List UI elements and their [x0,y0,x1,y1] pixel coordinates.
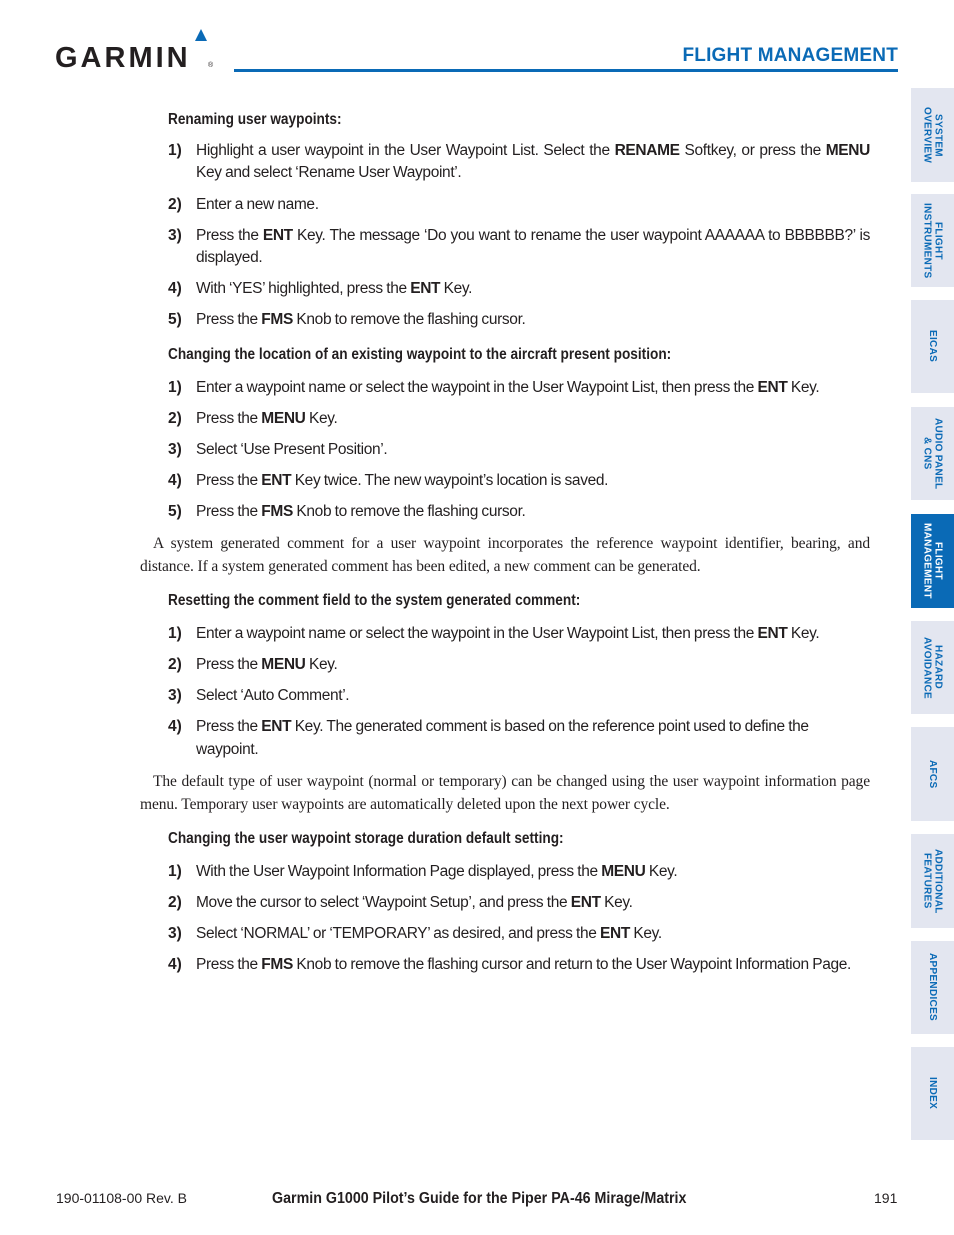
step-text: Select ‘Auto Comment’. [196,687,350,704]
procedure-steps [140,377,870,524]
procedure-step [168,408,870,431]
step-text: Highlight a user waypoint in the User Waypoint List. Select the RENAME Softkey, or press the MENU Key and select ‘Rename User Waypoint’. [196,141,870,181]
step-number: 4) [168,718,182,735]
step-text: Press the MENU Key. [196,409,338,427]
page-number: 191 [874,1190,898,1206]
tab-flight-instruments[interactable]: FLIGHT INSTRUMENTS [911,194,954,287]
procedure-step [168,501,870,524]
procedure-steps [140,861,870,977]
tab-eicas[interactable]: EICAS [911,300,954,393]
step-number: 5) [168,311,182,328]
procedure-step [168,654,870,677]
section-title: FLIGHT MANAGEMENT [682,45,898,66]
procedure-step [168,140,870,185]
step-text: Press the MENU Key. [196,656,338,673]
tab-flight-management[interactable]: FLIGHT MANAGEMENT [911,514,954,608]
procedure-step [168,194,870,217]
step-number: 3) [168,226,182,244]
procedure-step [168,470,870,493]
procedure-heading: Changing the location of an existing waypoint to the aircraft present position: [168,345,672,363]
header-rule [234,69,898,72]
step-number: 3) [168,687,182,704]
step-number: 2) [168,656,182,673]
logo-triangle-icon [194,28,208,42]
step-text: Select ‘Use Present Position’. [196,440,388,458]
logo-registered-mark: ® [208,62,214,69]
step-number: 1) [168,141,182,159]
procedure-step [168,377,870,400]
procedure-step [168,923,870,946]
step-number: 3) [168,925,182,942]
step-text: Press the ENT Key. The message ‘Do you want to rename the user waypoint AAAAAA to BBBBBB?’ is displayed. [196,226,871,266]
tab-audio-panel-cns[interactable]: AUDIO PANEL & CNS [911,407,954,500]
procedure-step [168,278,870,301]
procedure-step [168,623,870,646]
step-number: 2) [168,894,182,911]
procedure-heading: Changing the user waypoint storage duration default setting: [168,830,564,847]
step-number: 4) [168,280,182,297]
logo-wordmark: GARMIN [55,42,191,74]
step-text: With ‘YES’ highlighted, press the ENT Key. [196,280,473,297]
procedure-steps [140,140,870,332]
procedure-step [168,861,870,884]
tab-appendices[interactable]: APPENDICES [911,941,954,1034]
guide-title: Garmin G1000 Pilot’s Guide for the Piper PA-46 Mirage/Matrix [272,1190,687,1207]
tab-system-overview[interactable]: SYSTEM OVERVIEW [911,88,954,182]
step-number: 2) [168,195,182,213]
step-text: With the User Waypoint Information Page displayed, press the MENU Key. [196,863,678,880]
tab-afcs[interactable]: AFCS [911,727,954,821]
step-number: 4) [168,471,182,489]
body-paragraph: A system generated comment for a user waypoint incorporates the reference waypoint identifier, bearing, and distance. If a system generated comment has been edited, a new comment can be generated. [140,535,870,575]
step-text: Enter a waypoint name or select the waypoint in the User Waypoint List, then press the ENT Key. [196,625,820,642]
step-text: Press the ENT Key. The generated comment is based on the reference point used to define the waypoint. [196,718,809,758]
procedure-heading: Resetting the comment field to the system generated comment: [168,592,581,609]
step-text: Press the FMS Knob to remove the flashing cursor and return to the User Waypoint Information Page. [196,956,851,973]
step-text: Press the ENT Key twice. The new waypoint’s location is saved. [196,471,609,489]
step-number: 2) [168,409,182,427]
step-text: Enter a new name. [196,195,319,213]
page-content [140,109,870,977]
document-number: 190-01108-00 Rev. B [56,1190,188,1206]
tab-additional-features[interactable]: ADDITIONAL FEATURES [911,834,954,928]
step-number: 3) [168,440,182,458]
step-text: Press the FMS Knob to remove the flashing cursor. [196,311,526,328]
procedure-heading: Renaming user waypoints: [168,111,342,128]
step-text: Enter a waypoint name or select the waypoint in the User Waypoint List, then press the ENT Key. [196,378,820,396]
procedure-step [168,225,870,270]
step-text: Move the cursor to select ‘Waypoint Setup’, and press the ENT Key. [196,894,633,911]
body-paragraph: The default type of user waypoint (normal or temporary) can be changed using the user waypoint information page menu. Temporary user waypoints are automatically deleted upon the next power cycle. [140,773,870,813]
garmin-logo [55,28,220,76]
step-number: 5) [168,502,182,520]
step-number: 1) [168,625,182,642]
step-number: 1) [168,863,182,880]
procedure-step [168,954,870,977]
step-number: 4) [168,956,182,973]
tab-index[interactable]: INDEX [911,1047,954,1140]
tab-hazard-avoidance[interactable]: HAZARD AVOIDANCE [911,621,954,714]
procedure-steps [140,623,870,761]
step-text: Select ‘NORMAL’ or ‘TEMPORARY’ as desired, and press the ENT Key. [196,925,662,942]
step-number: 1) [168,378,182,396]
procedure-step [168,892,870,915]
procedure-step [168,439,870,462]
procedure-step [168,685,870,708]
procedure-step [168,309,870,332]
procedure-step [168,716,870,761]
step-text: Press the FMS Knob to remove the flashing cursor. [196,502,526,520]
